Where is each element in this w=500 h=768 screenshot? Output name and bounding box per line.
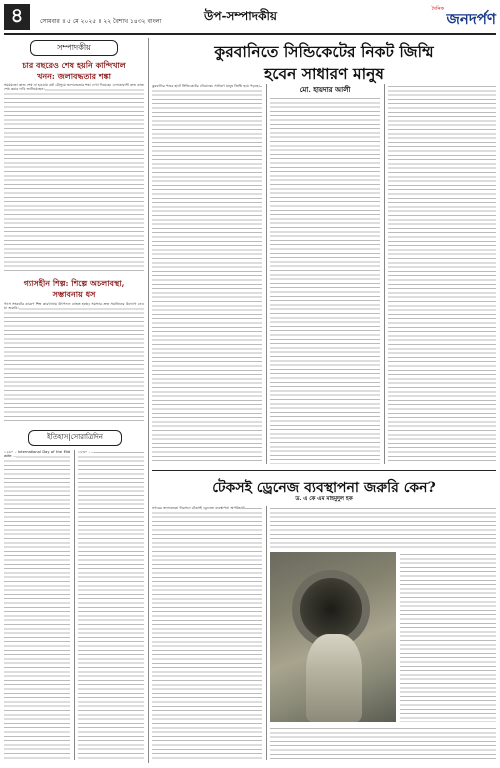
left-column — [4, 38, 144, 763]
article-2-body-text: নগরের জলাবদ্ধতা নিরসনে টেকসই ড্রেনেজ ব্যবস্থাপনা অপরিহার্য। — [152, 506, 246, 510]
article-1 — [152, 38, 496, 468]
editorial-headline-1: চার বছরেও শেষ হয়নি কান্দিখাল — [22, 60, 126, 70]
article-1-divider-1 — [266, 84, 267, 464]
article-1-col-3 — [388, 84, 496, 464]
article-2 — [152, 474, 496, 764]
history-body-right — [78, 450, 144, 760]
history-label: ইতিহাস|সোরাত্রিদিন — [28, 430, 122, 446]
editorial-headline-2: খনন: জলাবদ্ধতার শঙ্কা — [37, 71, 111, 81]
editorial-label: সম্পাদকীয় — [30, 40, 118, 56]
article-1-col-2 — [270, 96, 380, 464]
drain-outflow-photo — [270, 552, 396, 722]
article-1-author: মো. হায়দার আলী — [299, 85, 351, 94]
history-body-left — [4, 450, 70, 760]
page-number: ৪ — [4, 4, 30, 30]
header-rule — [4, 33, 496, 35]
article-2-col-3 — [400, 552, 496, 722]
section-title: উপ-সম্পাদকীয় — [204, 9, 277, 23]
page-header — [4, 4, 496, 32]
editorial-headline-4: সম্ভাবনায় ধস — [52, 289, 96, 299]
article-2-col-1 — [152, 506, 262, 760]
article-1-headline-1: কুরবানিতে সিন্ডিকেটের নিকট জিম্মি — [214, 42, 434, 61]
newspaper-logo: জনদর্পণ — [446, 10, 496, 28]
editorial-body-1-text: সময়মতো কাজ শেষ না হওয়ায় বর্ষা মৌসুমে জলাবদ্ধতার শঙ্কা দেখা দিয়েছে। এলাকাবাসী দ্রুত কাজ শেষ করার দাবি জানিয়েছেন। — [4, 83, 144, 92]
article-1-headline-2: হবেন সাধারণ মানুষ — [264, 64, 384, 83]
dateline: সোমবার ॥ ৫ মে ২০২৫ ॥ ২২ বৈশাখ ১৪৩২ বাংলা — [40, 18, 162, 25]
logo-prefix: দৈনিক — [431, 6, 444, 12]
article-1-col-1 — [152, 84, 262, 464]
history-left-text: ১২৬০ - International Day of the Midwife ... — [4, 450, 70, 459]
article-1-divider-2 — [384, 84, 385, 464]
article-2-headline: টেকসই ড্রেনেজ ব্যবস্থাপনা জরুরি কেন? — [212, 480, 436, 496]
editorial-body-1 — [4, 83, 144, 273]
article-2-divider-1 — [266, 506, 267, 760]
history-divider — [74, 450, 75, 760]
article-2-author: ড. এ কে এম মাহমুদুল হক — [295, 496, 353, 502]
article-2-bottom-text — [270, 726, 496, 760]
article-2-top-text — [270, 506, 496, 548]
editorial-headline-3: গ্যাসহীন শিল্প: শিল্পে অচলাবস্থা, — [23, 278, 125, 288]
article-separator — [152, 470, 496, 471]
column-divider — [148, 38, 149, 763]
water-flow — [306, 634, 362, 722]
history-right-text: ১৮৩০ - ... — [78, 450, 95, 454]
editorial-body-2 — [4, 302, 144, 422]
editorial-body-2-text: গ্যাস সংকটের কারণে শিল্প কারখানায় উৎপাদন ব্যাহত হচ্ছে। সমস্যার দ্রুত সমাধানের উদ্যোগ নেওয়া জরুরি। — [4, 302, 144, 311]
article-1-body-text: কুরবানির পশুর হাটে সিন্ডিকেটের দৌরাত্ম্যে সাধারণ মানুষ জিম্মি হয়ে পড়ছে। — [152, 84, 260, 88]
